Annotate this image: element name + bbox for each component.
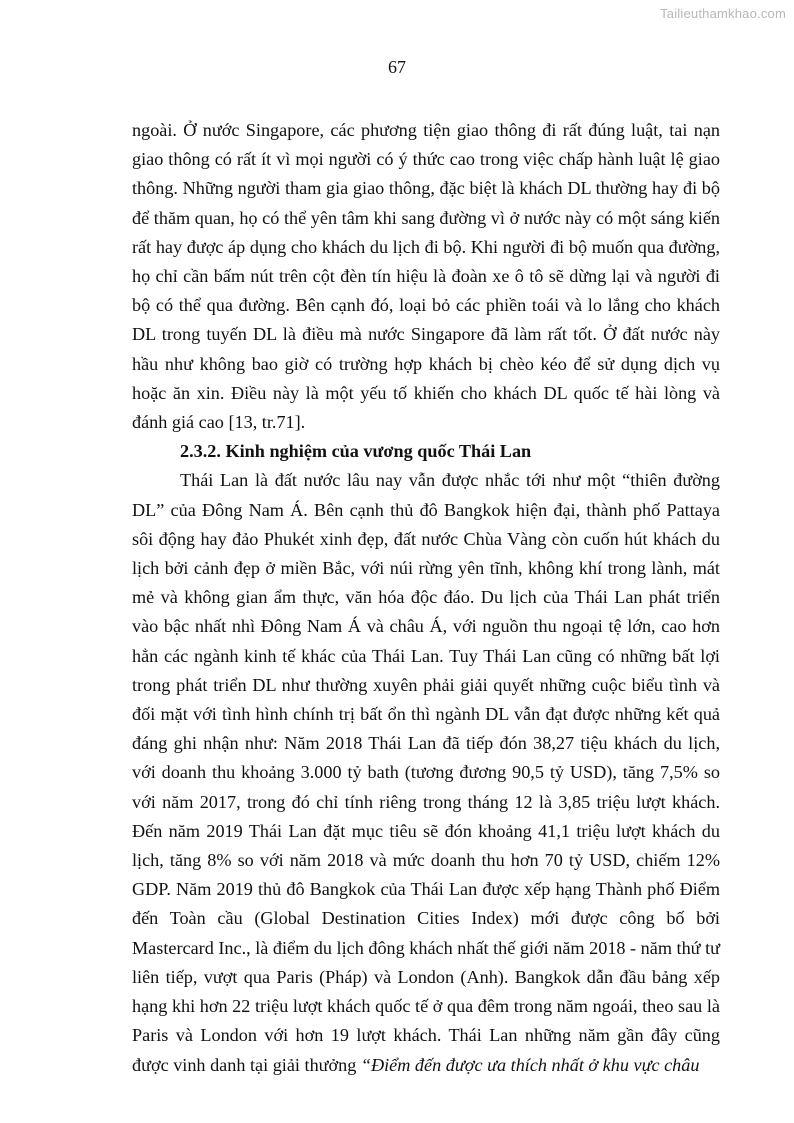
section-heading: 2.3.2. Kinh nghiệm của vương quốc Thái Lan (180, 441, 532, 462)
document-body (132, 116, 720, 1080)
paragraph-thailand-text: Thái Lan là đất nước lâu nay vẫn được nhắc tới như một “thiên đường DL” của Đông Nam Á. Bên cạnh thủ đô Bangkok hiện đại, thành phố Pattaya sôi động hay đảo Phukét xinh đẹp, đất nước Chùa Vàng còn cuốn hút khách du lịch bởi cảnh đẹp ở miền Bắc, với núi rừng yên tĩnh, không khí trong lành, mát mẻ và không gian ẩm thực, văn hóa độc đáo. Du lịch của Thái Lan phát triển vào bậc nhất nhì Đông Nam Á và châu Á, với nguồn thu ngoại tệ lớn, cao hơn hẳn các ngành kinh tế khác của Thái Lan. Tuy Thái Lan cũng có những bất lợi trong phát triển DL như thường xuyên phải giải quyết những cuộc biểu tình và đối mặt với tình hình chính trị bất ổn thì ngành DL vẫn đạt được những kết quả đáng ghi nhận như: Năm 2018 Thái Lan đã tiếp đón 38,27 tiệu khách du lịch, với doanh thu khoảng 3.000 tỷ bath (tương đương 90,5 tỷ USD), tăng 7,5% so với năm 2017, trong đó chỉ tính riêng trong tháng 12 là 3,85 triệu lượt khách. Đến năm 2019 Thái Lan đặt mục tiêu sẽ đón khoảng 41,1 triệu lượt khách du lịch, tăng 8% so với năm 2018 và mức doanh thu hơn 70 tỷ USD, chiếm 12% GDP. Năm 2019 thủ đô Bangkok của Thái Lan được xếp hạng Thành phố Điểm đến Toàn cầu (Global Destination Cities Index) mới được công bố bởi Mastercard Inc., là điểm du lịch đông khách nhất thế giới năm 2018 - năm thứ tư liên tiếp, vượt qua Paris (Pháp) và London (Anh). Bangkok dẫn đầu bảng xếp hạng khi hơn 22 triệu lượt khách quốc tế ở qua đêm trong năm ngoái, theo sau là Paris và London với hơn 19 lượt khách. Thái Lan những năm gần đây cũng được vinh danh tại giải thưởng (132, 470, 720, 1075)
paragraph-singapore: ngoài. Ở nước Singapore, các phương tiện giao thông đi rất đúng luật, tai nạn giao thông có rất ít vì mọi người có ý thức cao trong việc chấp hành luật lệ giao thông. Những người tham gia giao thông, đặc biệt là khách DL thường hay đi bộ để thăm quan, họ có thể yên tâm khi sang đường vì ở nước này có một sáng kiến rất hay được áp dụng cho khách du lịch đi bộ. Khi người đi bộ muốn qua đường, họ chỉ cần bấm nút trên cột đèn tín hiệu là đoàn xe ô tô sẽ dừng lại và người đi bộ có thể qua đường. Bên cạnh đó, loại bỏ các phiền toái và lo lắng cho khách DL trong tuyến DL là điều mà nước Singapore đã làm rất tốt. Ở đất nước này hầu như không bao giờ có trường hợp khách bị chèo kéo để sử dụng dịch vụ hoặc ăn xin. Điều này là một yếu tố khiến cho khách DL quốc tế hài lòng và đánh giá cao [13, tr.71]. (132, 120, 720, 433)
paragraph-thailand (132, 466, 720, 1079)
page-number: 67 (388, 57, 406, 77)
award-quote: “Điểm đến được ưa thích nhất ở khu vực châu (360, 1054, 700, 1075)
watermark-text: Tailieuthamkhao.com (660, 6, 786, 21)
